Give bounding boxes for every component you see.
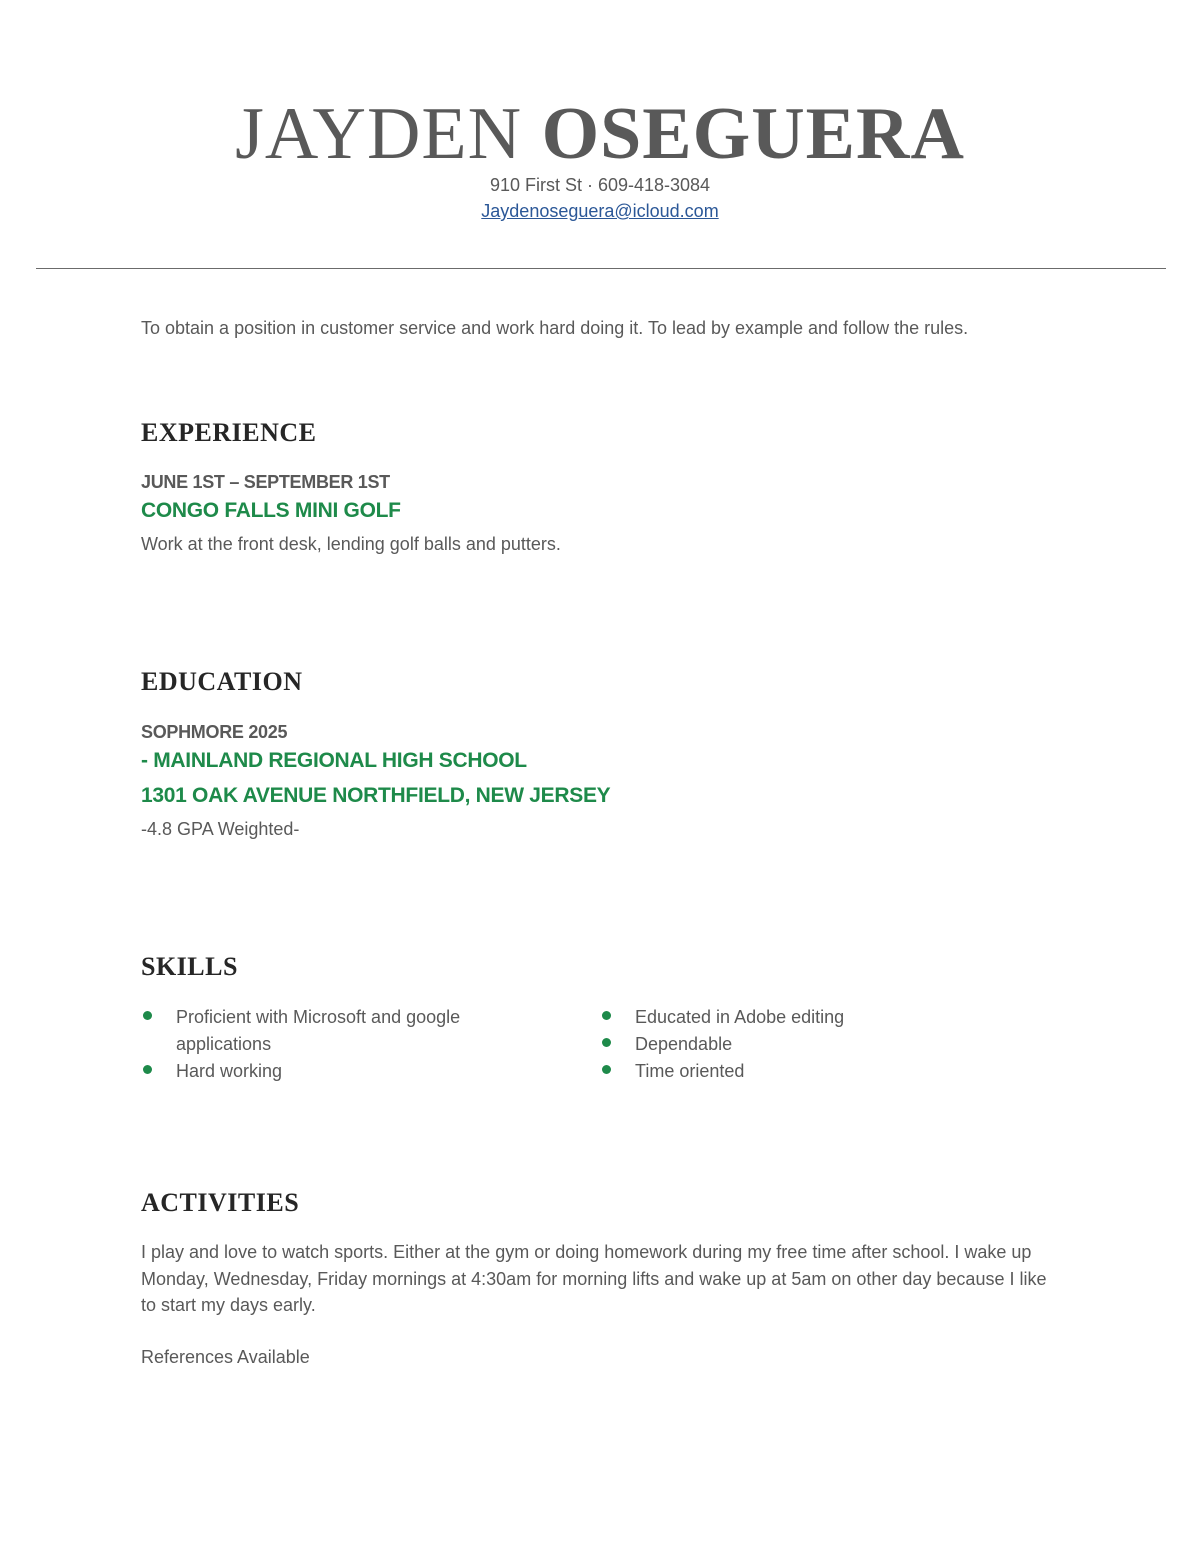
skills-list-right [600,1004,1000,1085]
email-row [0,199,1200,223]
bullet-icon [143,1065,152,1074]
list-item [600,1031,1000,1058]
experience-employer: CONGO FALLS MINI GOLF [141,499,401,522]
header-divider [36,268,1166,269]
experience-heading: EXPERIENCE [141,418,317,447]
bullet-icon [602,1038,611,1047]
skill-text: Proficient with Microsoft and google applications [176,1007,461,1054]
skills-list-left [141,1004,541,1085]
skill-text: Educated in Adobe editing [635,1007,845,1027]
list-item [600,1004,1000,1031]
bullet-icon [143,1011,152,1020]
contact-info: 910 First St · 609-418-3084 [489,175,711,195]
list-item [141,1004,541,1058]
education-gpa: -4.8 GPA Weighted- [141,819,300,839]
first-name: JAYDEN [235,93,523,175]
skills-heading: SKILLS [141,952,238,981]
list-item [600,1058,1000,1085]
education-address: 1301 OAK AVENUE NORTHFIELD, NEW JERSEY [141,784,611,807]
education-school: - MAINLAND REGIONAL HIGH SCHOOL [141,749,527,772]
references-text: References Available [141,1347,310,1367]
skill-text: Dependable [635,1034,733,1054]
resume-name [0,92,1200,176]
email-link[interactable]: Jaydenoseguera@icloud.com [481,201,719,221]
skill-text: Hard working [176,1061,283,1081]
skill-text: Time oriented [635,1061,745,1081]
objective-text: To obtain a position in customer service and work hard doing it. To lead by example and follow the rules. [141,318,969,338]
education-heading: EDUCATION [141,667,303,696]
education-year: SOPHMORE 2025 [141,722,288,742]
last-name: OSEGUERA [541,93,965,175]
activities-heading: ACTIVITIES [141,1188,300,1217]
activities-text: I play and love to watch sports. Either at the gym or doing homework during my free time after school. I wake up Monday, Wednesday, Friday mornings at 4:30am for morning lifts and wake up at 5am on other day because I like to start my days early. [141,1242,1047,1315]
bullet-icon [602,1065,611,1074]
list-item [141,1058,541,1085]
bullet-icon [602,1011,611,1020]
experience-dates: JUNE 1ST – SEPTEMBER 1ST [141,472,390,492]
experience-description: Work at the front desk, lending golf balls and putters. [141,534,561,554]
